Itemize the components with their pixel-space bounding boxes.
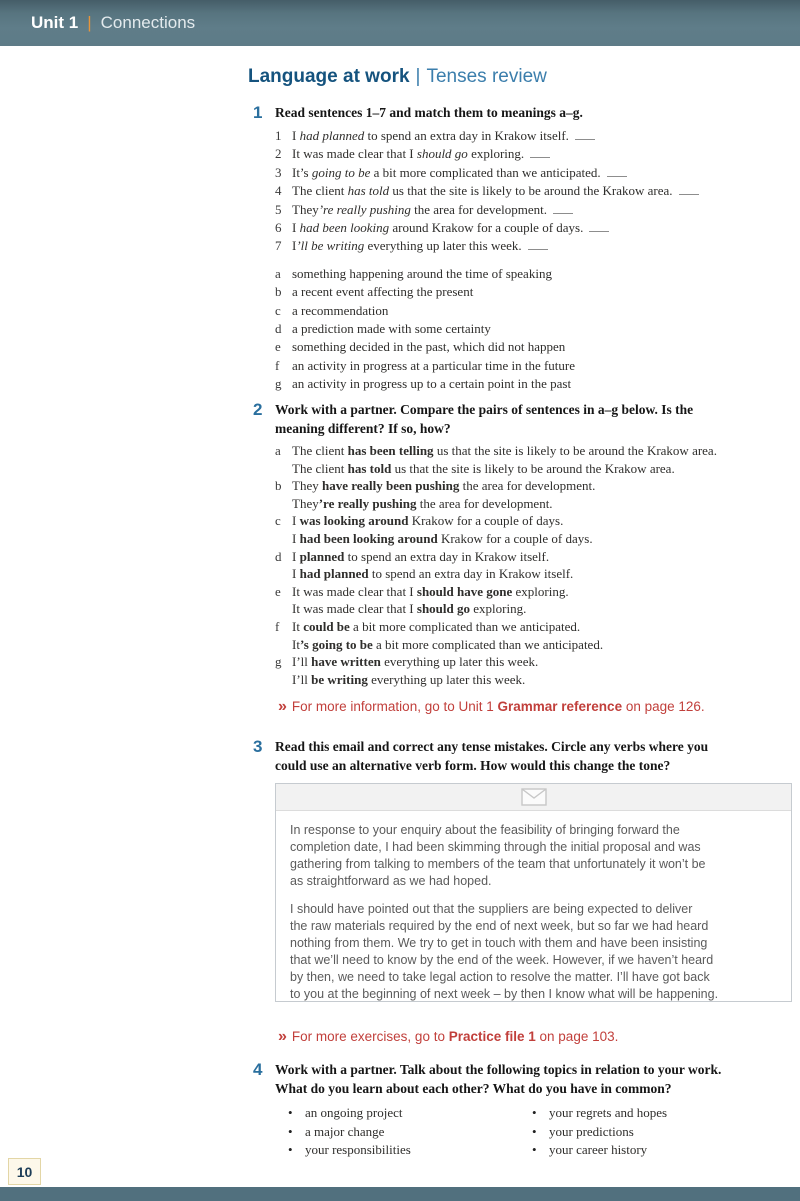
text-segment: a bit more complicated than we anticipated. [349, 618, 581, 634]
item-letter: d [275, 548, 282, 564]
topic-item [532, 1104, 667, 1123]
item-letter: b [275, 478, 282, 494]
text-segment: exploring. [512, 583, 569, 599]
text-segment: It [292, 636, 300, 652]
text-segment: should go [416, 146, 468, 162]
reference1-post: on page 126. [622, 699, 705, 714]
reference2-pre: For more exercises, go to [291, 1029, 449, 1044]
exercise-4-topics [288, 1104, 793, 1160]
text-segment: be writing [311, 671, 368, 687]
text-segment: It was made clear that I [292, 601, 417, 617]
pair-line [292, 618, 603, 636]
section-title [248, 66, 547, 88]
item-text: a recent event affecting the present [292, 284, 474, 300]
item-number: 3 [275, 164, 282, 180]
text-segment: I [292, 566, 300, 582]
email-line: In response to your enquiry about the feasibility of bringing forward the [290, 823, 680, 837]
pair-lines [292, 548, 573, 583]
sentence-pair [275, 442, 793, 477]
email-line: nothing from them. We try to get in touch with them and have been insisting [290, 936, 708, 950]
text-segment: They [292, 201, 319, 217]
text-segment: ’s going to be [299, 636, 373, 652]
exercise-3-number: 3 [253, 737, 263, 756]
topic-text: your career history [549, 1142, 648, 1157]
text-segment: I’ll [292, 671, 312, 687]
section-title-sub: Tenses review [426, 66, 547, 87]
email-line: completion date, I had been skimming through the initial proposal and was [290, 840, 701, 854]
bullet-icon: • [288, 1142, 293, 1157]
item-text: a prediction made with some certainty [292, 321, 491, 337]
topic-item [532, 1123, 667, 1142]
text-segment: They [292, 495, 319, 511]
pair-line [292, 495, 595, 513]
item-letter: c [275, 513, 281, 529]
meaning-item [275, 357, 793, 375]
text-segment: everything up later this week. [364, 238, 522, 254]
email-line: I should have pointed out that the suppliers are being expected to deliver [290, 902, 693, 916]
item-letter: f [275, 618, 280, 634]
item-number: 2 [275, 146, 282, 162]
pair-line [292, 548, 573, 566]
answer-blank [528, 239, 548, 250]
item-letter: e [275, 583, 281, 599]
instruction-line: What do you learn about each other? What do you have in common? [275, 1081, 672, 1096]
exercise-2 [253, 400, 793, 688]
text-segment: The client [292, 460, 348, 476]
item-text [292, 201, 573, 219]
text-segment: could be [303, 618, 350, 634]
text-segment: It [292, 618, 304, 634]
item-number: 1 [275, 128, 282, 143]
pair-line [292, 565, 573, 583]
exercise-1 [253, 103, 793, 394]
email-line: by then, we need to take legal action to resolve the matter. I’ll have got back [290, 970, 710, 984]
section-title-main: Language at work [248, 66, 410, 87]
text-segment: has told [347, 460, 392, 476]
topic-text: your predictions [549, 1123, 634, 1139]
text-segment: It was made clear that I [292, 146, 417, 162]
answer-blank [530, 147, 550, 158]
text-segment: to spend an extra day in Krakow itself. [344, 548, 550, 564]
email-line: to you at the beginning of next week – by then I know what will be happening. [290, 987, 719, 1001]
bullet-icon: • [288, 1105, 293, 1120]
topic-item [532, 1141, 667, 1160]
sentence-pair [275, 477, 793, 512]
item-text [292, 127, 595, 145]
instruction-line: Work with a partner. Compare the pairs of sentences in a–g below. Is the [275, 402, 694, 417]
item-letter: f [275, 357, 280, 373]
pair-line [292, 583, 569, 601]
sentence-pair [275, 512, 793, 547]
item-letter: c [275, 302, 281, 318]
sentence-item [275, 237, 793, 255]
exercise-2-instruction [275, 400, 793, 438]
item-letter: a [275, 443, 281, 458]
topic-item [288, 1123, 532, 1142]
item-letter: g [275, 654, 282, 670]
meaning-item [275, 338, 793, 356]
answer-blank [589, 221, 609, 232]
text-segment: I [292, 128, 300, 143]
pair-line [292, 477, 595, 495]
item-letter: a [275, 265, 281, 281]
text-segment: around Krakow for a couple of days. [389, 220, 584, 236]
sentence-item [275, 145, 793, 163]
text-segment: should have gone [416, 583, 513, 599]
exercise-1-body [275, 103, 793, 394]
exercise-3-instruction [275, 737, 793, 775]
text-segment: have really been pushing [321, 478, 460, 494]
item-text: an activity in progress at a particular time in the future [292, 357, 576, 373]
email-header-bar [276, 784, 791, 811]
unit-header-bar [0, 0, 800, 46]
item-text [292, 219, 609, 237]
text-segment: It’s [292, 164, 312, 180]
text-segment: I [292, 238, 297, 254]
item-text [292, 237, 548, 255]
meaning-item [275, 375, 793, 393]
pair-lines [292, 442, 717, 477]
topic-item [288, 1104, 532, 1123]
sentence-item [275, 201, 793, 219]
text-segment: had been looking around [299, 530, 438, 546]
topic-text: your regrets and hopes [549, 1105, 668, 1120]
text-segment: I [292, 548, 300, 564]
instruction-line: Read sentences 1–7 and match them to meanings a–g. [275, 105, 583, 120]
topic-text: your responsibilities [305, 1142, 411, 1157]
exercise-3 [253, 737, 793, 775]
email-line: as straightforward as we had hoped. [290, 874, 492, 888]
text-segment: The client [292, 443, 348, 458]
reference1-pre: For more information, go to Unit 1 [291, 699, 498, 714]
sentence-pair [275, 548, 793, 583]
text-segment: the area for development. [410, 201, 547, 217]
meaning-item [275, 283, 793, 301]
pair-line [292, 671, 538, 689]
sentence-item [275, 182, 793, 200]
sentence-pair [275, 583, 793, 618]
pair-lines [292, 583, 569, 618]
text-segment: They [292, 478, 322, 494]
pair-line [292, 442, 717, 460]
text-segment: The client [292, 183, 348, 199]
exercise-4-body [275, 1060, 793, 1160]
text-segment: had been looking [299, 220, 390, 236]
text-segment: to spend an extra day in Krakow itself. [368, 566, 574, 582]
text-segment: had planned [299, 128, 365, 143]
item-text [292, 164, 627, 182]
item-number: 4 [275, 183, 282, 199]
text-segment: to spend an extra day in Krakow itself. [364, 128, 569, 143]
exercise-4-instruction [275, 1060, 793, 1098]
pair-line [292, 530, 593, 548]
text-segment: ’ll be writing [296, 238, 365, 254]
text-segment: I’ll [292, 654, 312, 670]
pair-lines [292, 653, 538, 688]
reference2-bold: Practice file 1 [448, 1029, 536, 1044]
sentence-item [275, 164, 793, 182]
text-segment: It was made clear that I [292, 583, 417, 599]
text-segment: everything up later this week. [367, 671, 526, 687]
exercise-2-body [275, 400, 793, 688]
sentence-item [275, 127, 793, 145]
text-segment: had planned [299, 566, 369, 582]
meaning-item [275, 265, 793, 283]
text-segment: a bit more complicated than we anticipated. [370, 164, 601, 180]
exercise-1-meaning-list [275, 265, 793, 394]
email-line: that we’ll need to know by the end of the week. However, if we haven’t heard [290, 953, 714, 967]
instruction-line: meaning different? If so, how? [275, 421, 451, 436]
text-segment: has told [347, 183, 390, 199]
exercise-2-pair-list [275, 442, 793, 688]
text-segment: ’re really pushing [318, 495, 417, 511]
text-segment: a bit more complicated than we anticipated. [372, 636, 604, 652]
sentence-pair [275, 653, 793, 688]
topic-item [288, 1141, 532, 1160]
item-number: 7 [275, 238, 282, 254]
text-segment: us that the site is likely to be around the Krakow area. [391, 460, 675, 476]
text-segment: Krakow for a couple of days. [408, 513, 564, 529]
pair-line [292, 512, 593, 530]
exercise-1-instruction [275, 103, 793, 122]
double-chevron-icon: » [278, 698, 286, 715]
pair-line [292, 600, 569, 618]
page-number: 10 [16, 1163, 33, 1180]
text-segment: the area for development. [416, 495, 553, 511]
text-segment: ’re really pushing [318, 201, 411, 217]
exercise-2-number: 2 [253, 400, 263, 419]
bullet-icon: • [288, 1123, 293, 1139]
unit-label: Unit 1 [31, 13, 79, 32]
pair-line [292, 636, 603, 654]
text-segment: us that the site is likely to be around the Krakow area. [389, 183, 673, 199]
answer-blank [679, 184, 699, 195]
envelope-icon [521, 788, 547, 806]
pair-lines [292, 477, 595, 512]
exercise-1-number: 1 [253, 103, 263, 122]
email-panel [275, 783, 792, 1002]
email-line: gathering from talking to members of the team that unfortunately it won’t be [290, 857, 706, 871]
practice-file-link [278, 1028, 618, 1046]
item-text [292, 182, 699, 200]
exercise-3-body [275, 737, 793, 775]
item-letter: g [275, 376, 282, 392]
topic-text: a major change [305, 1123, 385, 1139]
unit-title: Connections [100, 13, 196, 32]
text-segment: I [292, 530, 300, 546]
exercise-4-number: 4 [253, 1060, 263, 1079]
pair-lines [292, 512, 593, 547]
email-paragraph [290, 901, 777, 1003]
topic-text: an ongoing project [305, 1105, 403, 1120]
text-segment: has been telling [347, 443, 434, 458]
text-segment: the area for development. [459, 478, 596, 494]
bullet-icon: • [532, 1142, 537, 1157]
bullet-icon: • [532, 1123, 537, 1139]
exercise-1-sentence-list [275, 127, 793, 256]
email-line: the raw materials required by the end of next week, but so far we had heard [290, 919, 709, 933]
text-segment: exploring. [467, 146, 525, 162]
email-paragraph [290, 822, 777, 890]
text-segment: exploring. [470, 601, 527, 617]
footer-bar [0, 1187, 800, 1201]
instruction-line: Work with a partner. Talk about the following topics in relation to your work. [275, 1062, 722, 1077]
item-text: something decided in the past, which did not happen [292, 339, 566, 355]
text-segment: I [292, 220, 300, 236]
meaning-item [275, 320, 793, 338]
text-segment: should go [416, 601, 471, 617]
item-number: 6 [275, 220, 282, 236]
meaning-item [275, 302, 793, 320]
text-segment: us that the site is likely to be around the Krakow area. [433, 443, 717, 458]
item-number: 5 [275, 201, 282, 217]
pair-lines [292, 618, 603, 653]
item-letter: d [275, 321, 282, 337]
item-text: something happening around the time of speaking [292, 265, 552, 281]
answer-blank [553, 203, 573, 214]
unit-separator: | [87, 13, 92, 32]
instruction-line: could use an alternative verb form. How would this change the tone? [275, 758, 671, 773]
page-number-badge [8, 1158, 41, 1185]
section-title-separator: | [415, 66, 421, 87]
item-text: an activity in progress up to a certain point in the past [292, 376, 572, 392]
reference1-bold: Grammar reference [497, 699, 623, 714]
item-text [292, 145, 550, 163]
pair-line [292, 653, 538, 671]
item-text: a recommendation [292, 302, 389, 318]
instruction-line: Read this email and correct any tense mistakes. Circle any verbs where you [275, 739, 709, 754]
text-segment: was looking around [299, 513, 409, 529]
text-segment: Krakow for a couple of days. [437, 530, 593, 546]
text-segment: I [292, 513, 300, 529]
pair-line [292, 460, 717, 478]
sentence-pair [275, 618, 793, 653]
text-segment: everything up later this week. [380, 654, 539, 670]
topic-list-left [288, 1104, 532, 1160]
reference2-post: on page 103. [535, 1029, 619, 1044]
exercise-4 [253, 1060, 793, 1160]
item-letter: b [275, 284, 282, 300]
item-letter: e [275, 339, 281, 355]
grammar-reference-link [278, 698, 705, 716]
sentence-item [275, 219, 793, 237]
email-body-text [276, 811, 791, 1003]
text-segment: going to be [311, 164, 371, 180]
double-chevron-icon: » [278, 1028, 286, 1045]
topic-list-right [532, 1104, 667, 1160]
answer-blank [575, 129, 595, 140]
bullet-icon: • [532, 1105, 537, 1120]
text-segment: planned [299, 548, 345, 564]
answer-blank [607, 166, 627, 177]
text-segment: have written [311, 654, 381, 670]
